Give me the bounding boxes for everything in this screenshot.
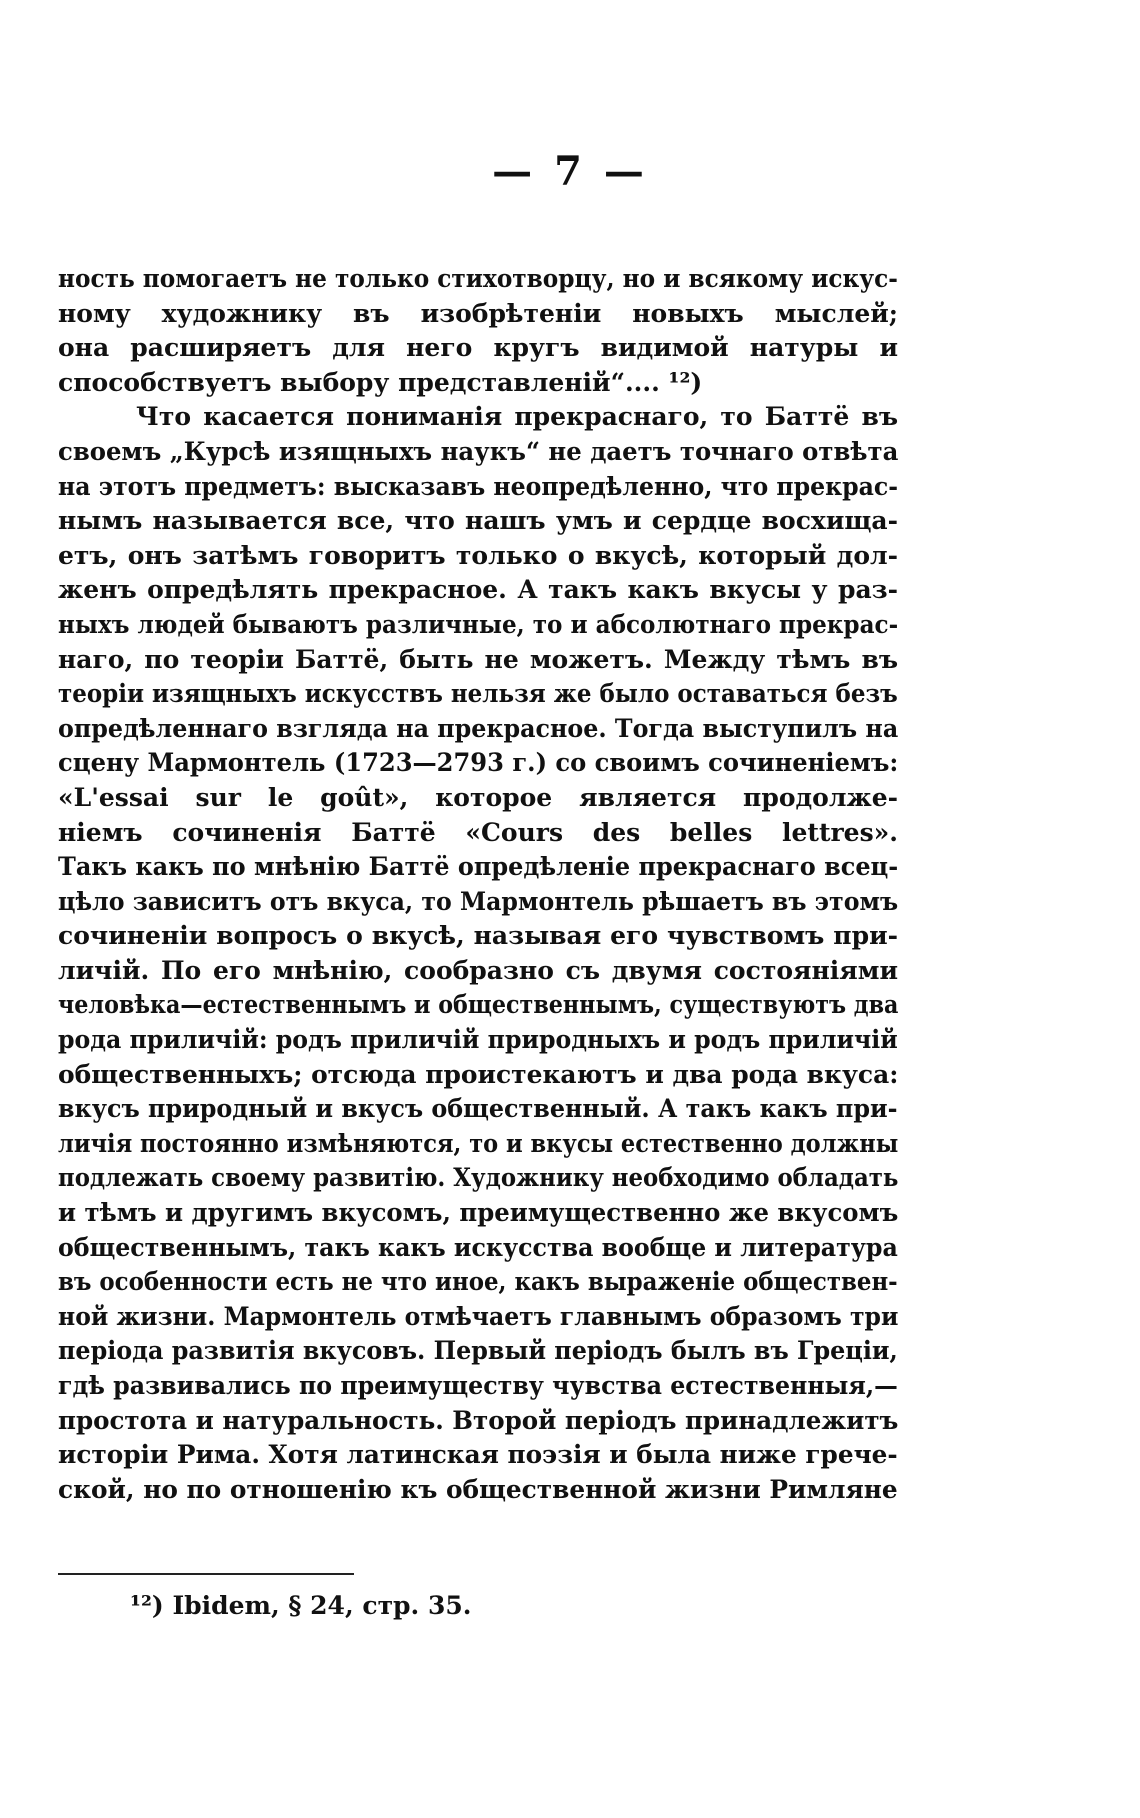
text-line: общественнымъ, такъ какъ искусства вообще и литература [58,1232,898,1262]
text-line: общественныхъ; отсюда проистекаютъ и два рода вкуса: [58,1059,899,1089]
text-line: рода приличій: родъ приличій природныхъ и родъ приличій [58,1025,898,1055]
text-line: гдѣ развивались по преимуществу чувства естественныя,— [58,1371,898,1400]
footnote-text: Ibidem, § 24, стр. 35. [172,1591,472,1620]
text-line: ность помогаетъ не только стихотворцу, но и всякому искус- [58,264,898,293]
text-line: Такъ какъ по мнѣнію Баттё опредѣленіе прекраснаго всец- [58,852,899,882]
text-line: періода развитія вкусовъ. Первый періодъ былъ въ Греціи, [58,1336,898,1366]
text-line: наго, по теоріи Баттё, быть не можетъ. Между тѣмъ въ [58,644,898,674]
text-line: ніемъ сочиненія Баттё «Cours des belles lettres». [58,817,898,847]
text-line: она расширяетъ для него кругъ видимой натуры и [58,333,898,363]
text-line: теоріи изящныхъ искусствъ нельзя же было оставаться безъ [58,679,898,709]
footnote-divider [58,1573,354,1575]
text-line: на этотъ предметъ: высказавъ неопредѣленно, что прекрас- [58,471,899,501]
text-line: етъ, онъ затѣмъ говоритъ только о вкусѣ, который дол- [58,540,898,570]
page-number: — 7 — [492,148,648,195]
body-text [58,262,898,1507]
text-line: сцену Мармонтель (1723—2793 г.) со своимъ сочиненіемъ: [58,748,899,778]
text-line: ному художнику въ изобрѣтеніи новыхъ мыслей; [58,298,898,328]
text-line: ской, но по отношенію къ общественной жизни Римляне [58,1474,898,1504]
text-line: и тѣмъ и другимъ вкусомъ, преимущественно же вкусомъ [58,1198,899,1228]
text-line: способствуетъ выбору представленій“.... ¹²) [58,367,703,397]
text-line: человѣка—естественнымъ и общественнымъ, существуютъ два [58,990,899,1020]
text-line: ныхъ людей бываютъ различные, то и абсолютнаго прекрас- [58,609,899,639]
text-line: ной жизни. Мармонтель отмѣчаетъ главнымъ образомъ три [58,1301,899,1331]
text-line: личій. По его мнѣнію, сообразно съ двумя состояніями [58,955,898,985]
text-line: сочиненіи вопросъ о вкусѣ, называя его чувствомъ при- [58,921,898,951]
text-line: исторіи Рима. Хотя латинская поэзія и была ниже грече- [58,1440,898,1470]
text-line: вкусъ природный и вкусъ общественный. А такъ какъ при- [58,1094,898,1124]
text-line: своемъ „Курсѣ изящныхъ наукъ“ не даетъ точнаго отвѣта [58,436,899,466]
text-line: нымъ называется все, что нашъ умъ и сердце восхища- [58,506,898,536]
text-line: личія постоянно измѣняются, то и вкусы естественно должны [58,1128,899,1158]
text-line: цѣло зависитъ отъ вкуса, то Мармонтель рѣшаетъ въ этомъ [58,886,899,916]
text-line: женъ опредѣлять прекрасное. А такъ какъ вкусы у раз- [58,575,898,605]
footnote [130,1591,471,1620]
text-line: подлежать своему развитію. Художнику необходимо обладать [58,1163,899,1193]
text-line: въ особенности есть не что иное, какъ выраженіе обществен- [58,1267,898,1297]
footnote-marker: ¹²) [130,1591,164,1620]
text-line: Что касается пониманія прекраснаго, то Баттё въ [136,402,898,432]
text-line: опредѣленнаго взгляда на прекрасное. Тогда выступилъ на [58,713,899,743]
text-line: простота и натуральность. Второй періодъ принадлежитъ [58,1405,899,1435]
text-line: «L'essai sur le goût», которое является продолже- [58,782,898,812]
